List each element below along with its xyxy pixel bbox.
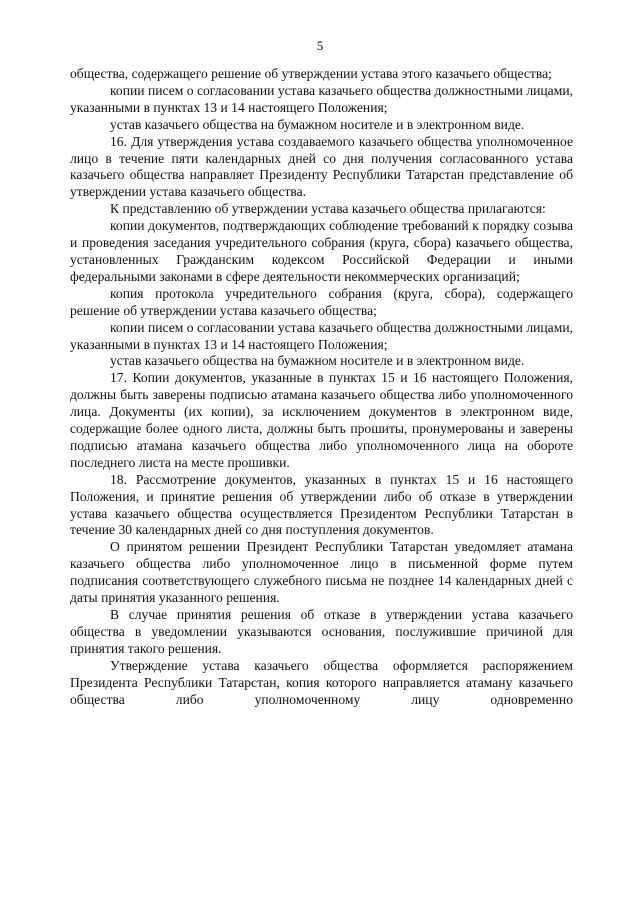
paragraph: 18. Рассмотрение документов, указанных в пунктах 15 и 16 настоящего Положения, и принятие решения об утверждении либо об отказе в утверждении устава казачьего общества осуществляется Президентом Республики Татарстан в течение 30 календарных дней со дня поступления документов. — [70, 471, 573, 538]
paragraph: устав казачьего общества на бумажном носителе и в электронном виде. — [110, 353, 525, 369]
document-body — [70, 66, 573, 708]
paragraph: копии документов, подтверждающих соблюдение требований к порядку созыва и проведения заседания учредительного собрания (круга, сбора) казачьего общества, установленных Гражданским кодексом Российской Федерации и иными федеральными законами в сфере деятельности некоммерческих организаций; — [70, 218, 573, 284]
paragraph: 16. Для утверждения устава создаваемого казачьего общества уполномоченное лицо в течение пяти календарных дней со дня получения согласованного устава казачьего общества направляет Президенту Республики Татарстан представление об утверждении устава казачьего общества. — [70, 133, 573, 200]
page-number: 5 — [316, 38, 324, 53]
paragraph: общества, содержащего решение об утверждении устава этого казачьего общества; — [70, 66, 552, 81]
paragraph: копии писем о согласовании устава казачьего общества должностными лицами, указанными в пунктах 13 и 14 настоящего Положения; — [70, 319, 573, 352]
paragraph: копия протокола учредительного собрания (круга, сбора), содержащего решение об утверждении устава казачьего общества; — [70, 285, 573, 318]
paragraph: К представлению об утверждении устава казачьего общества прилагаются: — [110, 201, 546, 217]
paragraph: Утверждение устава казачьего общества оформляется распоряжением Президента Республики Татарстан, копия которого направляется атаману казачьего общества либо уполномоченному лицу одновременно — [70, 657, 573, 707]
paragraph: 17. Копии документов, указанные в пунктах 15 и 16 настоящего Положения, должны быть заверены подписью атамана казачьего общества либо уполномоченного лица. Документы (их копии), за исключением документов в электронном виде, содержащие более одного листа, должны быть прошиты, пронумерованы и заверены подписью атамана казачьего общества либо уполномоченного лица на обороте последнего листа на месте прошивки. — [70, 370, 573, 470]
paragraph: О принятом решении Президент Республики Татарстан уведомляет атамана казачьего общества либо уполномоченное лицо в письменной форме путем подписания соответствующего служебного письма не позднее 14 календарных дней с даты принятия указанного решения. — [70, 539, 573, 606]
paragraph: копии писем о согласовании устава казачьего общества должностными лицами, указанными в пунктах 13 и 14 настоящего Положения; — [70, 82, 573, 115]
paragraph: В случае принятия решения об отказе в утверждении устава казачьего общества в уведомлении указываются основания, послужившие причиной для принятия такого решения. — [70, 607, 573, 656]
paragraph: устав казачьего общества на бумажном носителе и в электронном виде. — [110, 116, 525, 132]
